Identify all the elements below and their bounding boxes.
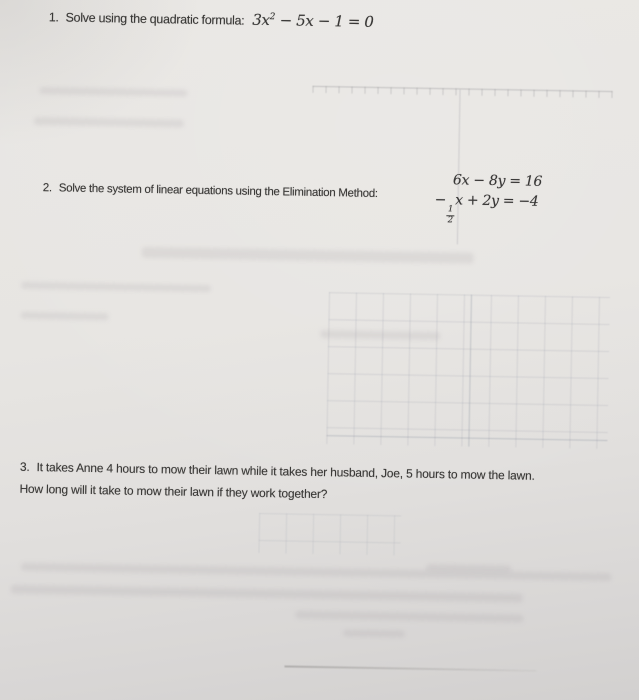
bleedthrough-text-row [21,282,211,292]
problem-3-line-1 [20,460,535,483]
problem-2-number: 2. [42,182,52,195]
fraction-one-half [447,205,454,226]
bleedthrough-text-row [320,330,440,340]
bleedthrough-text-row [295,611,523,623]
problem-1-equation [252,11,373,31]
problem-3-text-2: How long will it take to mow their lawn if they work together? [19,481,328,502]
bleedthrough-text-row [142,247,474,264]
system-equation-1: 6x − 8y = 16 [452,172,543,190]
system-equation-2 [434,192,542,227]
bleedthrough-numberline [312,86,612,98]
problem-1 [49,7,374,31]
problem-2 [43,182,378,200]
problem-3-line-2 [19,482,534,505]
problem-3-text-1: It takes Anne 4 hours to mow their lawn while it takes her husband, Joe, 5 hours to mow the lawn. [36,460,535,483]
equation-rest: x + 2y = −4 [455,192,539,210]
bleedthrough-text-row [426,564,511,572]
equation-sign: − [434,191,447,209]
problem-2-prompt: Solve the system of linear equations using the Elimination Method: [58,182,378,200]
fraction-numerator: 1 [447,204,454,215]
bleedthrough-graph-grid [326,292,610,449]
problem-2-system [434,172,542,227]
bleedthrough-text-row [11,585,523,603]
equation-base: 3x [252,10,270,30]
bleedthrough-text-row [34,117,184,128]
equation-exponent: 2 [269,12,276,23]
fraction-denominator: 2 [447,214,453,226]
bleedthrough-text-row [20,312,108,321]
bleedthrough-graph-grid-small [258,513,401,555]
bleedthrough-text-row [343,629,405,637]
problem-1-number: 1. [48,10,59,25]
bleedthrough-rule-line [284,665,536,671]
equation-rest: − 5x − 1 = 0 [275,11,374,31]
problem-3-number: 3. [19,459,30,474]
bleedthrough-text-row [21,563,611,581]
bleedthrough-text-row [39,87,187,97]
problem-1-prompt: Solve using the quadratic formula: [65,10,245,28]
problem-3 [19,460,534,505]
